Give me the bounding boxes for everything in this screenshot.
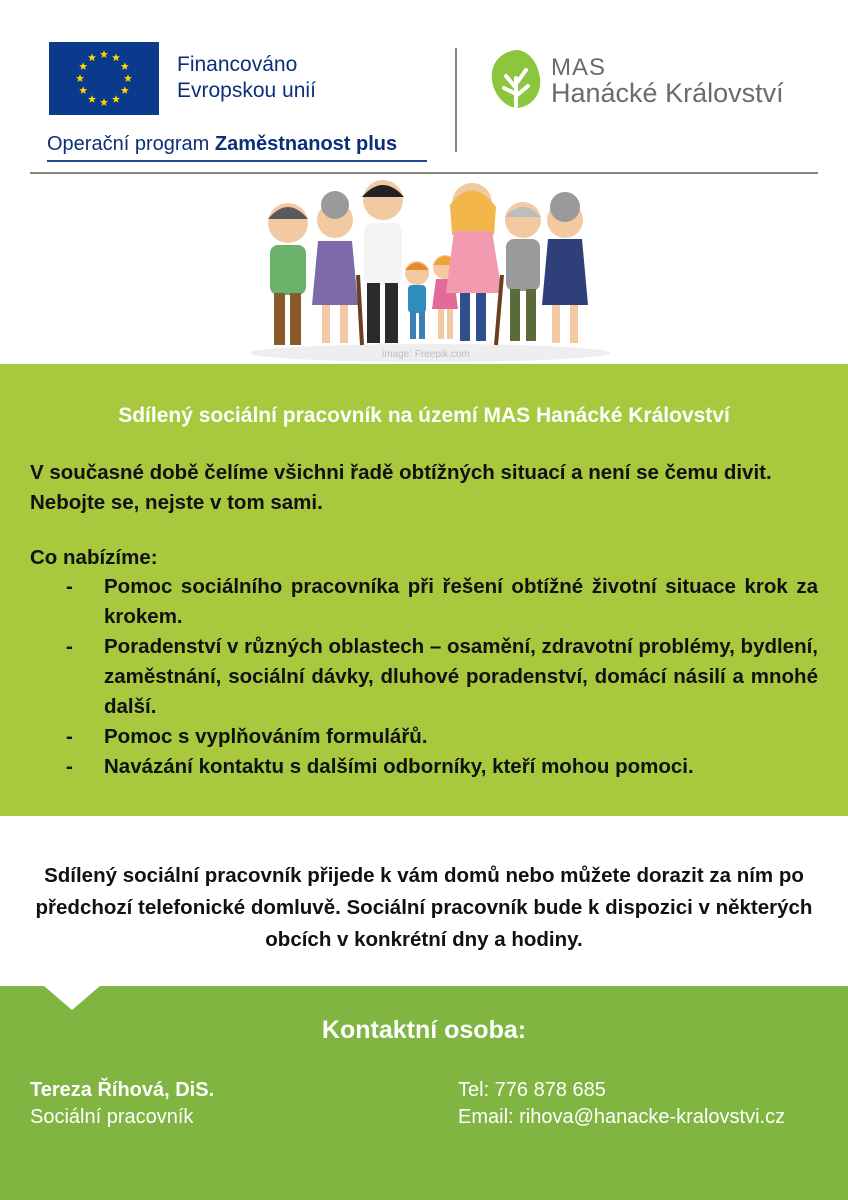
offer-text: Poradenství v různých oblastech – osamění, zdravotní problémy, bydlení, zaměstnání, sociální dávky, dluhové poradenství, domácí násilí a mnohé další. xyxy=(104,635,818,718)
family-generations-illustration xyxy=(240,175,620,365)
section-title: Sdílený sociální pracovník na území MAS Hanácké Království xyxy=(118,404,730,427)
offer-heading: Co nabízíme: xyxy=(30,546,158,569)
offer-text: Pomoc sociálního pracovníka při řešení obtížné životní situace krok za krokem. xyxy=(104,575,818,628)
intro-paragraph: V současné době čelíme všichni řadě obtížných situací a není se čemu divit. Nebojte se, nejste v tom sami. xyxy=(30,461,772,514)
eu-flag-logo xyxy=(49,42,159,115)
eu-funding-text xyxy=(177,52,316,104)
band-notch xyxy=(44,986,100,1010)
list-item xyxy=(62,752,818,782)
list-item xyxy=(62,722,818,752)
eu-stars-icon xyxy=(49,42,159,115)
mas-label: MAS xyxy=(551,54,607,81)
program-prefix: Operační program xyxy=(47,133,215,155)
contact-email[interactable]: Email: rihova@hanacke-kralovstvi.cz xyxy=(458,1106,786,1128)
header-divider xyxy=(455,48,457,152)
bullet-dash: - xyxy=(66,575,73,598)
contact-name: Tereza Říhová, DiS. xyxy=(30,1079,215,1101)
program-name: Zaměstnanost plus xyxy=(214,133,398,155)
bullet-dash: - xyxy=(66,635,73,658)
contact-title: Kontaktní osoba: xyxy=(321,1016,527,1044)
mas-leaf-icon xyxy=(488,48,544,112)
bullet-dash: - xyxy=(66,725,73,748)
contact-role: Sociální pracovník xyxy=(30,1106,194,1128)
eu-line-1: Financováno xyxy=(177,53,298,76)
bullet-dash: - xyxy=(66,755,73,778)
visit-paragraph: Sdílený sociální pracovník přijede k vám domů nebo můžete dorazit za ním po předchozí telefonické domluvě. Sociální pracovník bude k dispozici v některých obcích v konkrétní dny a hodiny. xyxy=(35,864,813,951)
eu-line-2: Evropskou unií xyxy=(177,79,316,102)
program-underline xyxy=(47,160,427,162)
offer-list xyxy=(62,572,818,782)
operational-program xyxy=(47,133,397,156)
offer-text: Navázání kontaktu s dalšími odborníky, kteří mohou pomoci. xyxy=(104,755,694,778)
list-item xyxy=(62,572,818,632)
list-item xyxy=(62,632,818,722)
contact-phone[interactable]: Tel: 776 878 685 xyxy=(458,1079,606,1101)
mas-name: Hanácké Království xyxy=(551,78,784,108)
image-credit: image: Freepik.com xyxy=(382,349,470,360)
header-rule xyxy=(30,172,818,174)
offer-text: Pomoc s vyplňováním formulářů. xyxy=(104,725,428,748)
